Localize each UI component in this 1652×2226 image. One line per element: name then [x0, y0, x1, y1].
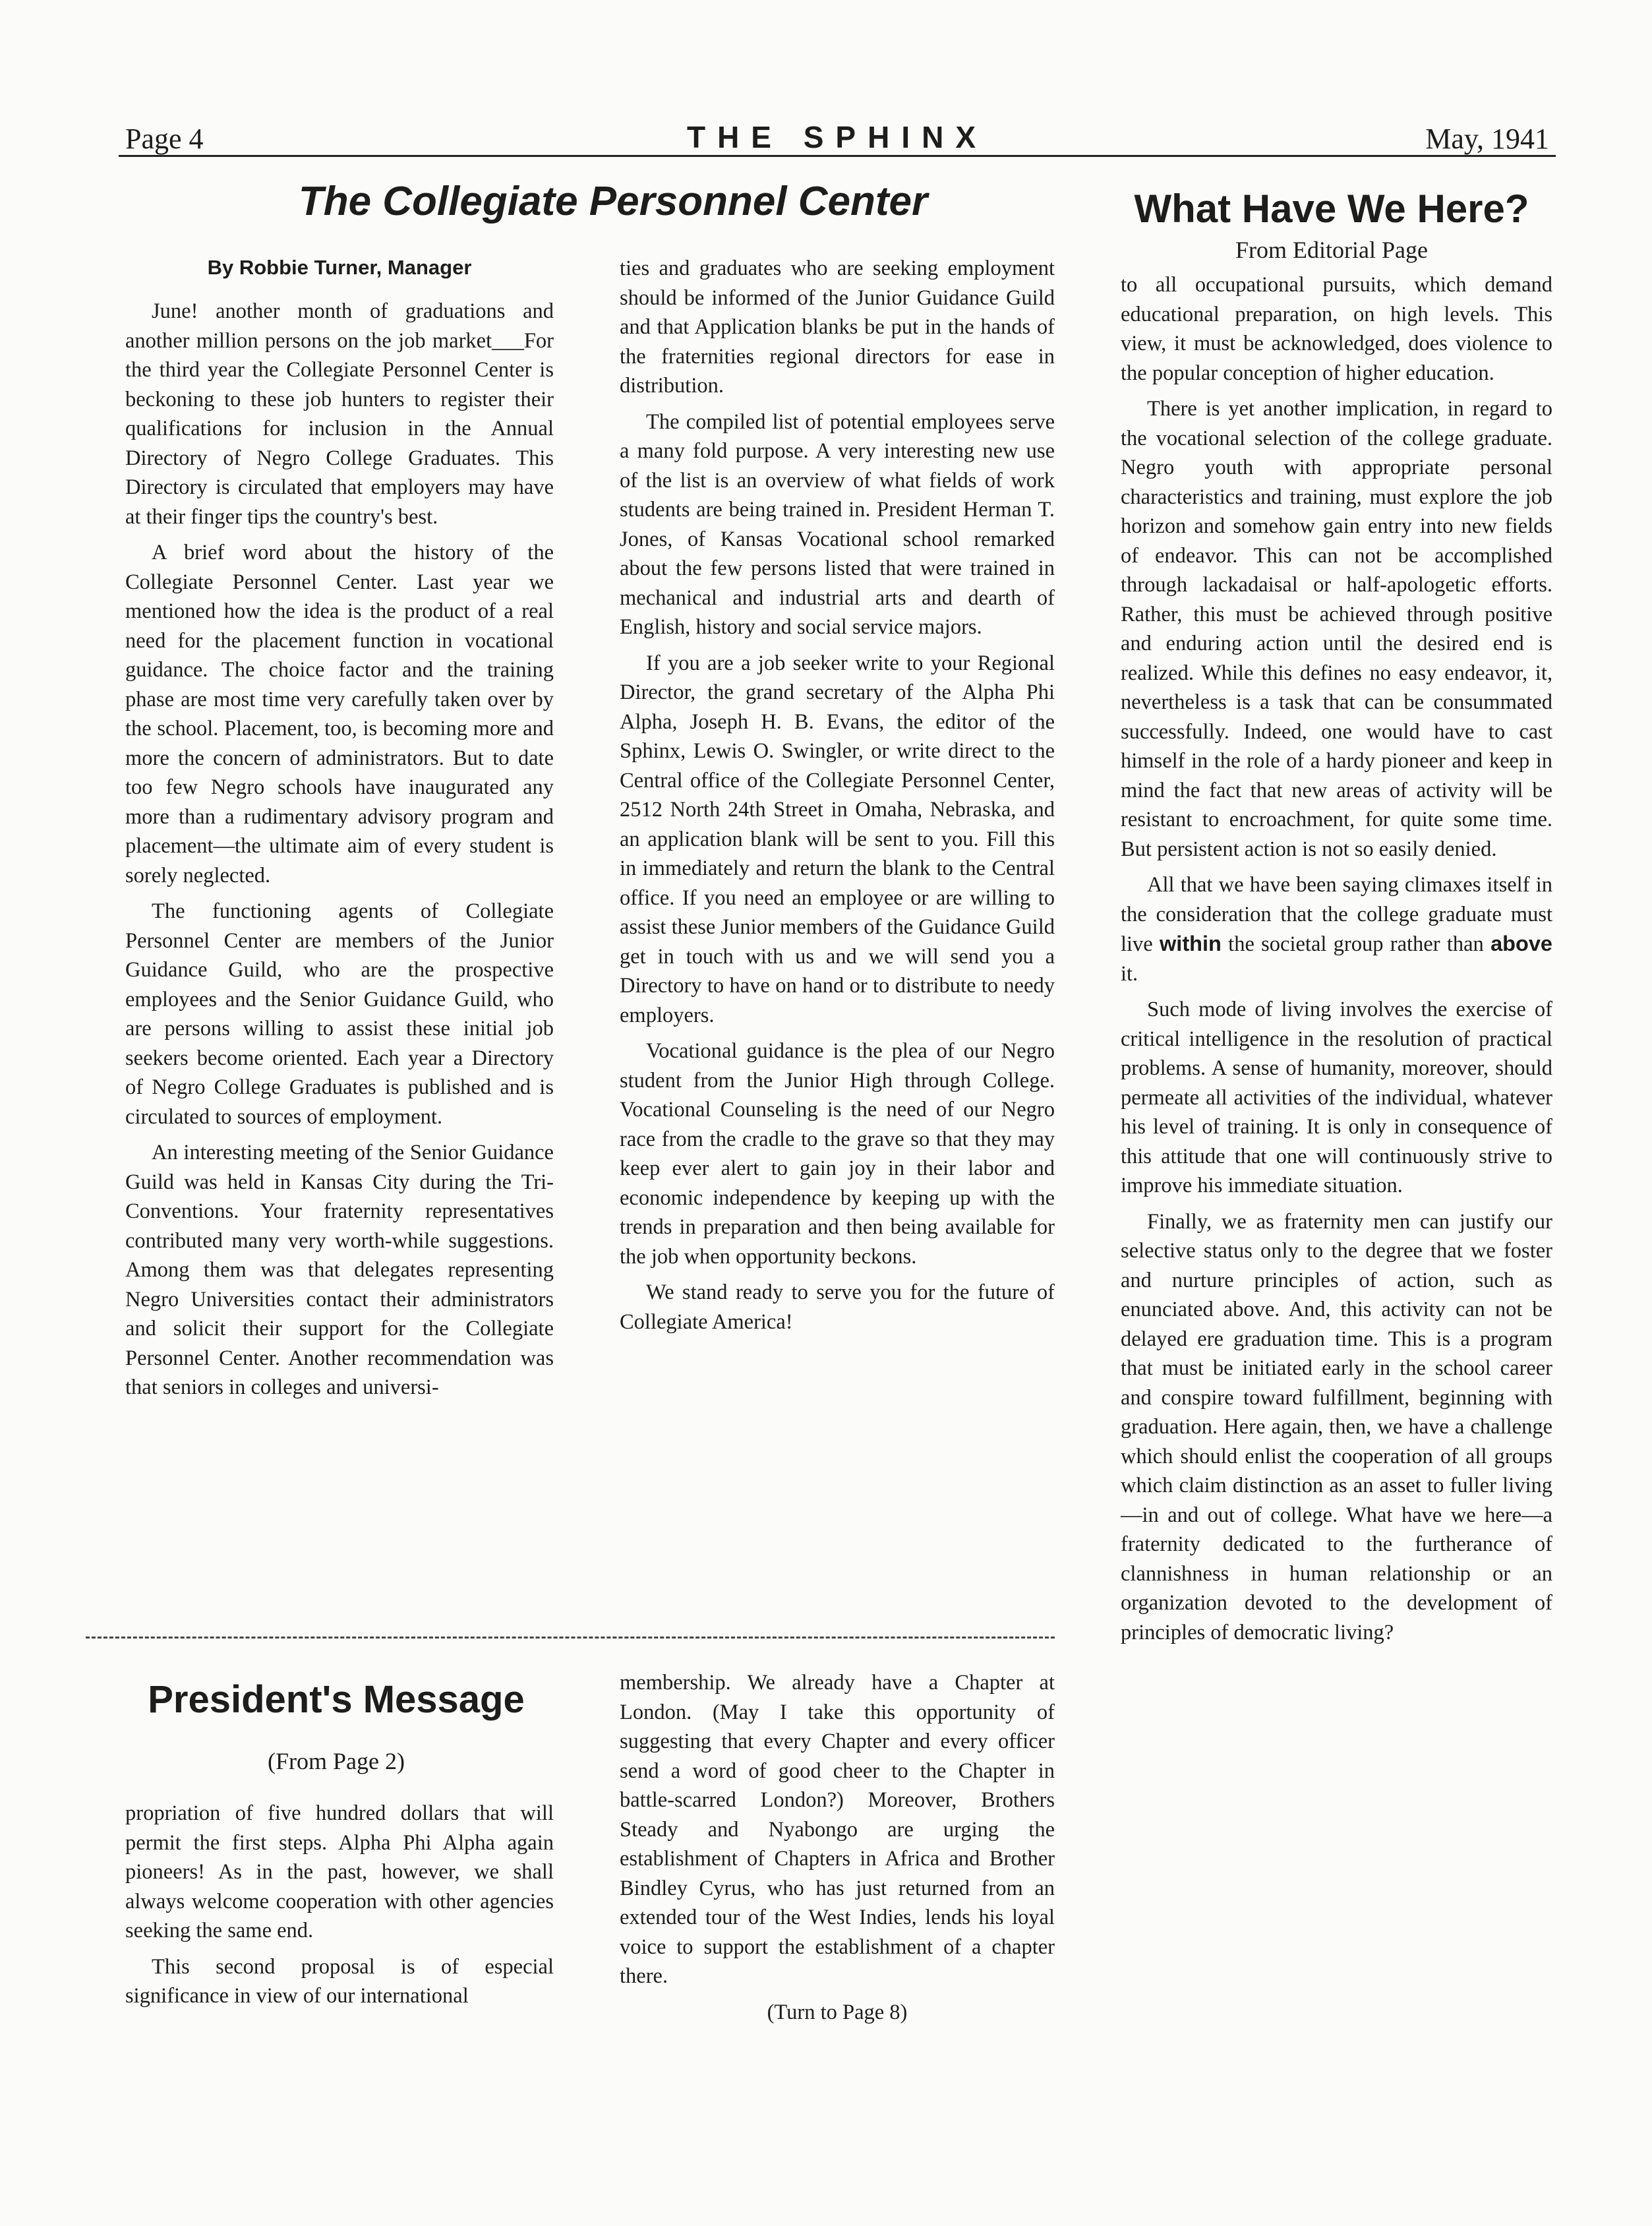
issue-date: May, 1941 [1425, 123, 1549, 155]
paragraph [1121, 870, 1552, 988]
paragraph: An interesting meeting of the Senior Guidance Guild was held in Kansas City during the Tri-Conventions. Your fraternity representatives contributed many very worth-while suggestions. Among them was that delegates representing Negro Universities contact their administrators and solicit their support for the Collegiate Personnel Center. Another recommendation was that seniors in colleges and universi- [125, 1141, 554, 1399]
collegiate-column-2 [620, 254, 1055, 1343]
paragraph: membership. We already have a Chapter at London. (May I take this opportunity of suggesting that every Chapter and every officer send a word of good cheer to the Chapter in battle-scarred London?) Moreover, Brothers Steady and Nyabongo are urging the establishment of Chapters in Africa and Brother Bindley Cyrus, who has just returned from an extended tour of the West Indies, lends his loyal voice to support the establishment of a chapter there. [620, 1671, 1055, 1988]
text-run: the societal group rather than [1228, 932, 1484, 956]
text-run: it. [1121, 961, 1138, 986]
text-run: All that we have been saying climaxes itself in the consideration that the college graduate must live [1121, 873, 1552, 956]
masthead: THE SPHINX [686, 120, 988, 154]
collegiate-byline: By Robbie Turner, Manager [207, 256, 472, 279]
paragraph: There is yet another implication, in regard to the vocational selection of the college graduate. Negro youth with appropriate personal characteristics and training, must explore the job horizon and somehow gain entry into new fields of endeavor. This can not be accomplished through lackadaisal or half-apologetic efforts. Rather, this must be achieved through positive and enduring action until the desired end is realized. While this defines no easy endeavor, it, nevertheless is a task that can be consummated successfully. Indeed, one would have to cast himself in the role of a hardy pioneer and keep in mind the fact that new areas of activity will be resistant to encroachment, for quite some time. But persistent action is not so easily denied. [1121, 397, 1552, 861]
continuation-note: (Turn to Page 8) [767, 2000, 908, 2024]
running-head [119, 115, 1556, 157]
president-from: (From Page 2) [268, 1748, 405, 1774]
collegiate-column-1 [125, 297, 554, 1409]
paragraph: propriation of five hundred dollars that will permit the first steps. Alpha Phi Alpha again pioneers! As in the past, however, we shall always welcome cooperation with other agencies seeking the same end. [125, 1801, 554, 1942]
page-number: Page 4 [125, 123, 204, 155]
paragraph: to all occupational pursuits, which demand educational preparation, on high levels. This view, it must be acknowledged, does violence to the popular conception of higher education. [1121, 273, 1552, 385]
president-column-1 [125, 1799, 554, 2018]
paragraph: If you are a job seeker write to your Regional Director, the grand secretary of the Alpha Phi Alpha, Joseph H. B. Evans, the editor of the Sphinx, Lewis O. Swingler, or write direct to the Central office of the Collegiate Personnel Center, 2512 North 24th Street in Omaha, Nebraska, and an application blank will be sent to you. Fill this in immediately and return the blank to the Central office. If you need an employee or are willing to assist these Junior members of the Guidance Guild get in touch with us and we will send you a Directory to have on hand or to distribute to needy employers. [620, 651, 1055, 1027]
what-have-we-subtitle: From Editorial Page [1235, 237, 1428, 263]
section-divider [86, 1637, 1055, 1639]
paragraph: This second proposal is of especial significance in view of our international [125, 1954, 554, 2008]
paragraph: Such mode of living involves the exercise of critical intelligence in the resolution of practical problems. A sense of humanity, moreover, should permeate all activities of the individual, whatever his level of training. It is only in consequence of this attitude that one will continuously strive to improve his immediate situation. [1121, 998, 1552, 1197]
what-have-we-title: What Have We Here? [1134, 187, 1529, 231]
president-column-2 [620, 1668, 1055, 2033]
paragraph: We stand ready to serve you for the future of Collegiate America! [620, 1280, 1055, 1334]
collegiate-title: The Collegiate Personnel Center [298, 179, 928, 224]
paragraph: Vocational guidance is the plea of our Negro student from the Junior High through College. Vocational Counseling is the need of our Negro race from the cradle to the grave so that they may keep ever alert to gain joy in their labor and economic independence by keeping up with the trends in preparation and then being available for the job when opportunity beckons. [620, 1039, 1055, 1269]
what-have-we-column [1121, 270, 1552, 1654]
emphasis: above [1490, 932, 1553, 955]
paragraph: The functioning agents of Collegiate Personnel Center are members of the Junior Guidance Guild, who are the prospective employees and the Senior Guidance Guild, who are persons willing to assist these initial job seekers become oriented. Each year a Directory of Negro College Graduates is published and is circulated to sources of employment. [125, 899, 554, 1129]
emphasis: within [1160, 932, 1222, 955]
paragraph: ties and graduates who are seeking employment should be informed of the Junior Guidance Guild and that Application blanks be put in the hands of the fraternities regional directors for ease in distribution. [620, 256, 1055, 398]
paragraph: A brief word about the history of the Collegiate Personnel Center. Last year we mentioned how the idea is the product of a real need for the placement function in vocational guidance. The choice factor and the training phase are most time very carefully taken over by the school. Placement, too, is becoming more and more the concern of administrators. But to date too few Negro schools have inaugurated any more than a rudimentary advisory program and placement—the ultimate aim of every student is sorely neglected. [125, 541, 554, 887]
paragraph: The compiled list of potential employees serve a many fold purpose. A very interesting new use of the list is an overview of what fields of work students are being trained in. President Herman T. Jones, of Kansas Vocational school remarked about the few persons listed that were trained in mechanical and industrial arts and dearth of English, history and social service majors. [620, 409, 1055, 639]
paragraph: Finally, we as fraternity men can justify our selective status only to the degree that we foster and nurture principles of action, such as enunciated above. And, this activity can not be delayed ere graduation time. This is a program that must be initiated early in the school career and conspire toward fulfillment, beginning with graduation. Here again, then, we have a challenge which should enlist the cooperation of all groups which claim distinction as an asset to fuller living —in and out of college. What have we here—a fraternity dedicated to the furtherance of clannishness in human relationship or an organization devoted to the development of principles of democratic living? [1121, 1209, 1552, 1644]
president-title: President's Message [148, 1678, 525, 1721]
paragraph: June! another month of graduations and another million persons on the job market___For the third year the Collegiate Personnel Center is beckoning to these job hunters to register their qualifications for inclusion in the Annual Directory of Negro College Graduates. This Directory is circulated that employers may have at their finger tips the country's best. [125, 299, 554, 529]
